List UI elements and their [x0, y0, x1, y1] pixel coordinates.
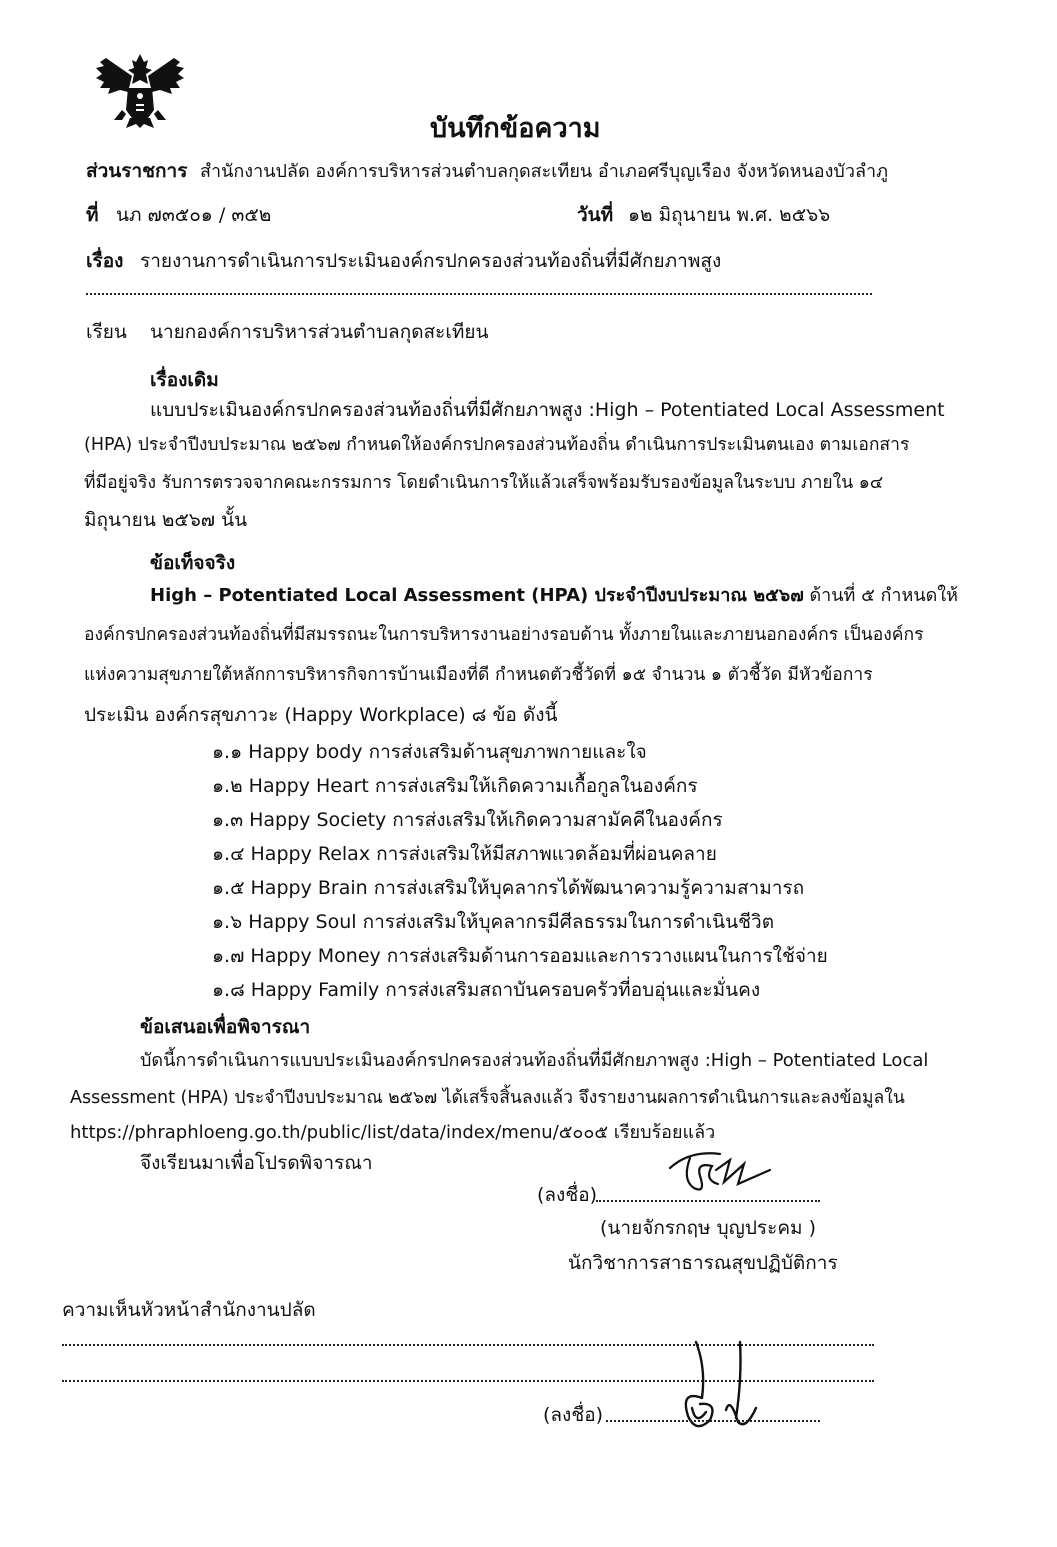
background-line: มิถุนายน ๒๕๖๗ นั้น — [84, 509, 248, 531]
proposal-heading: ข้อเสนอเพื่อพิจารณา — [140, 1016, 311, 1038]
opinion-heading: ความเห็นหัวหน้าสำนักงานปลัด — [62, 1299, 316, 1321]
handwritten-signature — [666, 1338, 786, 1438]
facts-first-line-rest: ด้านที่ ๕ กำหนดให้ — [803, 585, 959, 606]
list-item: ๑.๒ Happy Heart การส่งเสริมให้เกิดความเกื้อกูลในองค์กร — [212, 775, 698, 797]
background-line: ที่มีอยู่จริง รับการตรวจจากคณะกรรมการ โดยดำเนินการให้แล้วเสร็จพร้อมรับรองข้อมูลในระบบ ภายใน ๑๔ — [84, 473, 884, 493]
agency-text: สำนักงานปลัด องค์การบริหารส่วนตำบลกุดสะเทียน อำเภอศรีบุญเรือง จังหวัดหนองบัวลำภู — [200, 161, 888, 182]
agency-label: ส่วนราชการ — [86, 160, 188, 182]
page-title: บันทึกข้อความ — [430, 113, 601, 144]
list-item: ๑.๘ Happy Family การส่งเสริมสถาบันครอบครัวที่อบอุ่นและมั่นคง — [212, 979, 761, 1001]
proposal-line: https://phraphloeng.go.th/public/list/data/index/menu/๕๐๐๕ เรียบร้อยแล้ว — [70, 1122, 716, 1143]
to-text: นายกองค์การบริหารส่วนตำบลกุดสะเทียน — [150, 321, 489, 343]
subject-divider — [86, 293, 872, 295]
ref-label: ที่ — [86, 204, 99, 226]
list-item: ๑.๕ Happy Brain การส่งเสริมให้บุคลากรได้พัฒนาความรู้ความสามารถ — [212, 877, 805, 899]
date-label: วันที่ — [577, 204, 614, 226]
list-item: ๑.๔ Happy Relax การส่งเสริมให้มีสภาพแวดล้อมที่ผ่อนคลาย — [212, 843, 717, 865]
handwritten-signature — [660, 1140, 780, 1200]
signer-position: นักวิชาการสาธารณสุขปฏิบัติการ — [568, 1252, 838, 1274]
facts-line: แห่งความสุขภายใต้หลักการบริหารกิจการบ้านเมืองที่ดี กำหนดตัวชี้วัดที่ ๑๕ จำนวน ๑ ตัวชี้วัด มีหัวข้อการ — [84, 665, 873, 685]
opinion-sign-line — [606, 1420, 820, 1422]
background-heading: เรื่องเดิม — [150, 369, 219, 391]
subject-text: รายงานการดำเนินการประเมินองค์กรปกครองส่วนท้องถิ่นที่มีศักยภาพสูง — [140, 250, 722, 272]
opinion-sign-label: (ลงชื่อ) — [543, 1404, 604, 1426]
to-label: เรียน — [86, 321, 127, 343]
garuda-emblem — [92, 48, 188, 130]
list-item: ๑.๑ Happy body การส่งเสริมด้านสุขภาพกายและใจ — [212, 741, 647, 763]
facts-first-line-bold: High – Potentiated Local Assessment (HPA) ประจำปีงบประมาณ ๒๕๖๗ — [150, 585, 804, 606]
subject-label: เรื่อง — [86, 250, 124, 272]
list-item: ๑.๓ Happy Society การส่งเสริมให้เกิดความสามัคคีในองค์กร — [212, 809, 723, 831]
signer-name: (นายจักรกฤษ บุญประคม ) — [600, 1217, 817, 1239]
list-item: ๑.๖ Happy Soul การส่งเสริมให้บุคลากรมีศีลธรรมในการดำเนินชีวิต — [212, 911, 775, 933]
proposal-line: บัดนี้การดำเนินการแบบประเมินองค์กรปกครองส่วนท้องถิ่นที่มีศักยภาพสูง :High – Potentiated Local — [140, 1050, 929, 1071]
proposal-closing: จึงเรียนมาเพื่อโปรดพิจารณา — [140, 1152, 373, 1174]
ref-text: นภ ๗๓๕๐๑ / ๓๕๒ — [116, 204, 272, 226]
list-item: ๑.๗ Happy Money การส่งเสริมด้านการออมและการวางแผนในการใช้จ่าย — [212, 945, 828, 967]
facts-line: ประเมิน องค์กรสุขภาวะ (Happy Workplace) ๘ ข้อ ดังนี้ — [84, 704, 558, 726]
background-line: (HPA) ประจำปีงบประมาณ ๒๕๖๗ กำหนดให้องค์กรปกครองส่วนท้องถิ่น ดำเนินการประเมินตนเอง ตามเอกสาร — [84, 435, 910, 455]
signature-line — [596, 1200, 820, 1202]
facts-heading: ข้อเท็จจริง — [150, 552, 236, 574]
background-line: แบบประเมินองค์กรปกครองส่วนท้องถิ่นที่มีศักยภาพสูง :High – Potentiated Local Assessment — [150, 399, 945, 421]
facts-first-line — [150, 580, 958, 609]
signature-label: (ลงชื่อ) — [537, 1184, 598, 1206]
date-text: ๑๒ มิถุนายน พ.ศ. ๒๕๖๖ — [628, 204, 831, 226]
facts-line: องค์กรปกครองส่วนท้องถิ่นที่มีสมรรถนะในการบริหารงานอย่างรอบด้าน ทั้งภายในและภายนอกองค์กร เป็นองค์กร — [84, 625, 924, 645]
proposal-line: Assessment (HPA) ประจำปีงบประมาณ ๒๕๖๗ ได้เสร็จสิ้นลงแล้ว จึงรายงานผลการดำเนินการและลงข้อมูลใน — [70, 1088, 905, 1108]
